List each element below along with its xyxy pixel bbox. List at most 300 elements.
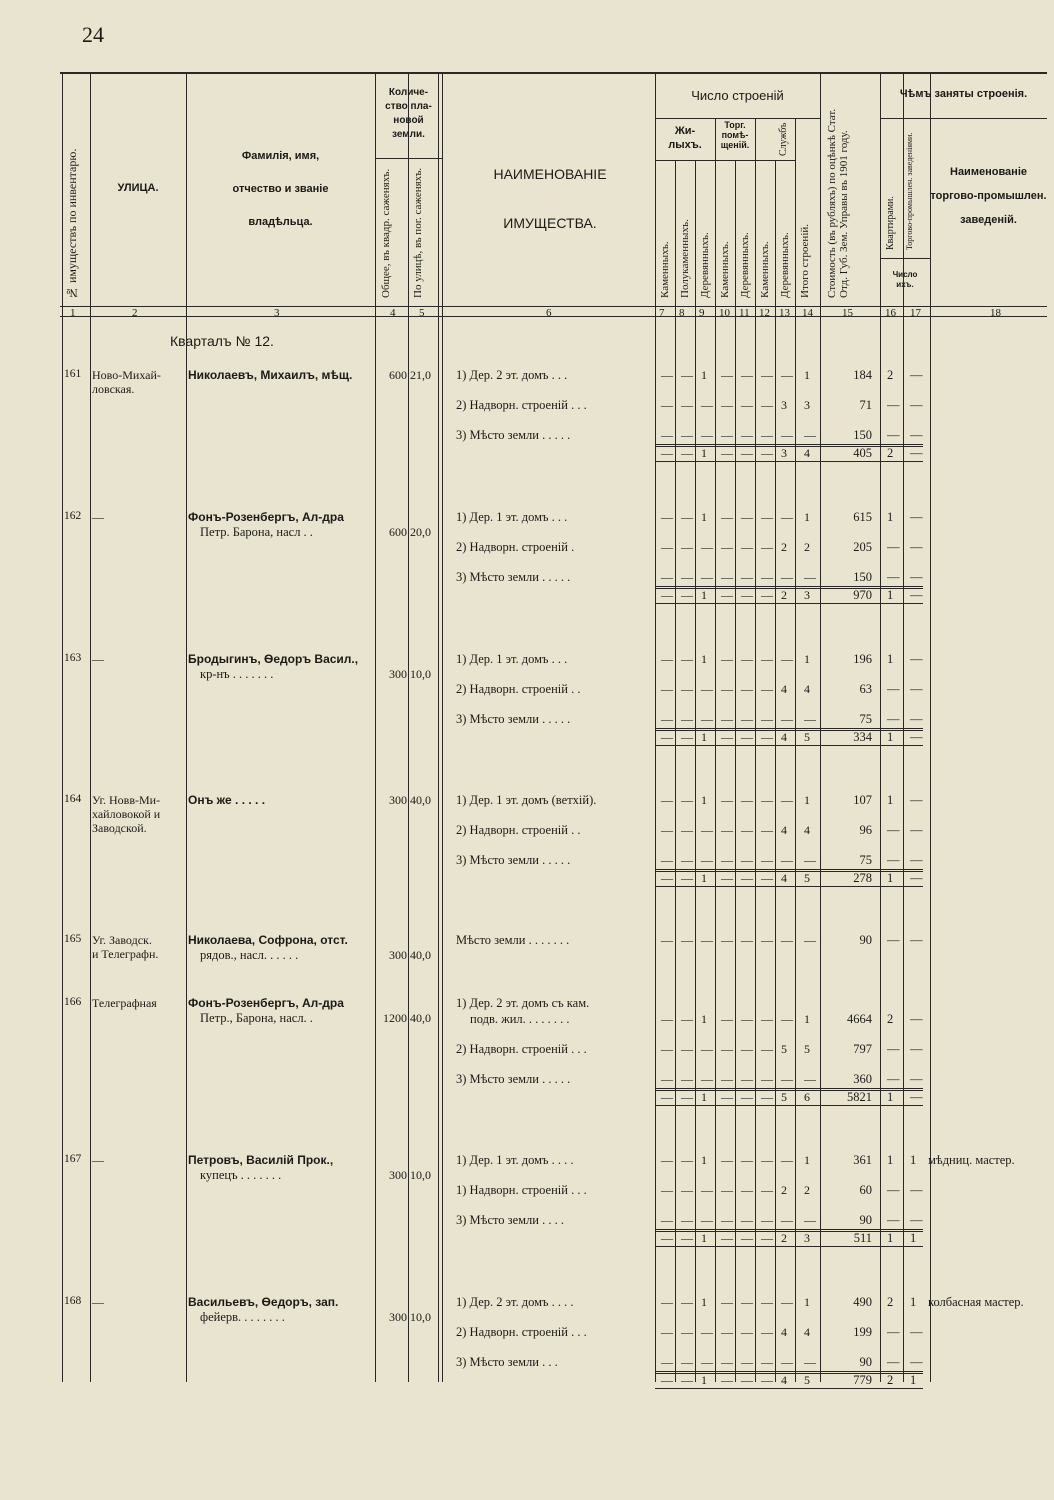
item-building-count: — [721, 823, 733, 837]
item-building-count: — [741, 1153, 753, 1167]
property-item: 3) Мѣсто земли . . . . . [456, 1072, 571, 1086]
item-building-count: — [721, 853, 733, 867]
item-building-count: — [741, 1012, 753, 1026]
property-item: 2) Надворн. строеній . [456, 540, 575, 554]
land-area: 600 [389, 368, 407, 382]
item-trade-count: 1 [910, 1295, 917, 1309]
item-apartments: — [887, 1213, 900, 1227]
item-building-count: — [681, 1042, 693, 1056]
property-item-cont: подв. жил. . . . . . . . [470, 1012, 570, 1026]
column-number: 11 [739, 307, 750, 319]
item-building-count: — [661, 933, 673, 947]
item-building-count: — [661, 368, 673, 382]
column-rule [186, 72, 187, 1382]
item-building-count: — [761, 1355, 773, 1369]
subtotal-building-count: 3 [804, 1231, 810, 1245]
subtotal-cost: 970 [853, 588, 872, 602]
item-building-count: — [741, 652, 753, 666]
owner-name: Петр., Барона, насл. . [200, 1011, 313, 1025]
subtotal-building-count: 4 [781, 730, 787, 744]
item-building-count: — [681, 682, 693, 696]
item-building-count: — [781, 712, 793, 726]
subtotal-rule [655, 728, 923, 746]
column-rule [655, 72, 656, 1382]
item-building-count: — [701, 682, 713, 696]
column-rule [880, 72, 881, 1382]
item-building-count: 1 [804, 1153, 810, 1167]
street-name: и Телеграфн. [92, 947, 159, 961]
subtotal-building-count: — [741, 1090, 753, 1104]
column-rule [408, 72, 409, 1382]
item-building-count: 5 [804, 1042, 810, 1056]
subtotal-building-count: — [741, 871, 753, 885]
item-building-count: — [761, 712, 773, 726]
item-building-count: — [701, 823, 713, 837]
inventory-no: 168 [64, 1295, 82, 1307]
item-building-count: — [661, 570, 673, 584]
subtotal-trade-count: — [910, 588, 923, 602]
column-number: 3 [274, 307, 280, 319]
item-building-count: 4 [781, 1325, 787, 1339]
property-item: 2) Надворн. строеній . . . [456, 1042, 587, 1056]
column-number: 15 [842, 307, 853, 319]
item-building-count: — [761, 1042, 773, 1056]
subtotal-building-count: — [761, 1231, 773, 1245]
item-trade-count: — [910, 1355, 923, 1369]
street-name: Телеграфная [92, 996, 157, 1010]
subtotal-building-count: 1 [701, 588, 707, 602]
item-trade-count: — [910, 933, 923, 947]
item-building-count: — [721, 428, 733, 442]
property-item: 1) Дер. 1 эт. домъ . . . [456, 652, 568, 666]
item-building-count: — [661, 712, 673, 726]
item-building-count: — [721, 368, 733, 382]
subtotal-cost: 511 [853, 1231, 872, 1245]
frontage: 20,0 [410, 525, 431, 539]
item-building-count: — [681, 823, 693, 837]
item-trade-count: — [910, 540, 923, 554]
street-name: — [92, 510, 104, 524]
land-area: 300 [389, 1168, 407, 1182]
item-building-count: 1 [804, 652, 810, 666]
column-rule [442, 72, 443, 1382]
land-area: 300 [389, 948, 407, 962]
header-building-col: Полукаменныхъ. [679, 219, 691, 298]
subtotal-building-count: 1 [701, 730, 707, 744]
item-cost: 4664 [847, 1012, 872, 1026]
column-rule [775, 160, 776, 1382]
item-cost: 615 [853, 510, 872, 524]
subtotal-building-count: — [741, 588, 753, 602]
item-building-count: — [681, 1183, 693, 1197]
property-item: 2) Надворн. строеній . . [456, 682, 581, 696]
item-building-count: — [721, 1183, 733, 1197]
item-building-count: — [681, 1213, 693, 1227]
item-building-count: — [781, 1213, 793, 1227]
item-building-count: — [741, 823, 753, 837]
item-building-count: — [721, 1012, 733, 1026]
column-number: 12 [759, 307, 770, 319]
item-building-count: — [741, 1042, 753, 1056]
item-building-count: 1 [804, 1012, 810, 1026]
item-building-count: — [701, 1325, 713, 1339]
item-building-count: — [721, 793, 733, 807]
item-building-count: 4 [804, 682, 810, 696]
item-building-count: 4 [781, 823, 787, 837]
item-building-count: 3 [804, 398, 810, 412]
subtotal-building-count: 6 [804, 1090, 810, 1104]
item-building-count: — [661, 823, 673, 837]
item-trade-count: — [910, 652, 923, 666]
item-building-count: — [701, 853, 713, 867]
item-apartments: — [887, 933, 900, 947]
item-building-count: — [781, 1355, 793, 1369]
item-building-count: — [681, 1295, 693, 1309]
column-number: 17 [910, 307, 921, 319]
item-building-count: 1 [701, 652, 707, 666]
subtotal-building-count: 5 [804, 1373, 810, 1387]
item-building-count: — [721, 1325, 733, 1339]
subtotal-cost: 405 [853, 446, 872, 460]
header-buildings-count: Число строеній [691, 88, 784, 103]
street-name: хайловокой и [92, 807, 161, 821]
frontage: 10,0 [410, 1310, 431, 1324]
subtotal-building-count: — [661, 588, 673, 602]
land-area: 300 [389, 793, 407, 807]
item-building-count: — [701, 1183, 713, 1197]
item-cost: 75 [859, 853, 872, 867]
frontage: 10,0 [410, 1168, 431, 1182]
item-building-count: — [741, 1325, 753, 1339]
item-trade-count: — [910, 823, 923, 837]
item-building-count: 1 [804, 510, 810, 524]
subtotal-apartments: 2 [887, 446, 894, 460]
item-building-count: — [761, 398, 773, 412]
item-building-count: — [681, 652, 693, 666]
row-rule [655, 160, 715, 161]
owner-name: Петр. Барона, насл . . [200, 525, 313, 539]
subtotal-building-count: 1 [701, 1090, 707, 1104]
subtotal-apartments: 1 [887, 588, 894, 602]
subtotal-building-count: 2 [781, 588, 787, 602]
item-building-count: — [661, 793, 673, 807]
item-building-count: — [781, 1295, 793, 1309]
item-building-count: — [701, 540, 713, 554]
item-building-count: — [661, 510, 673, 524]
inventory-no: 167 [64, 1153, 82, 1165]
item-trade-count: — [910, 1012, 923, 1026]
column-number: 4 [390, 307, 396, 319]
item-building-count: 1 [701, 1153, 707, 1167]
subtotal-cost: 779 [853, 1373, 872, 1387]
item-trade-count: — [910, 570, 923, 584]
item-building-count: — [761, 510, 773, 524]
subtotal-building-count: 4 [781, 871, 787, 885]
item-cost: 150 [853, 428, 872, 442]
item-building-count: — [741, 853, 753, 867]
item-building-count: — [681, 540, 693, 554]
item-apartments: — [887, 682, 900, 696]
item-cost: 184 [853, 368, 872, 382]
item-building-count: — [761, 368, 773, 382]
item-building-count: — [661, 1153, 673, 1167]
subtotal-trade-count: 1 [910, 1373, 917, 1387]
item-building-count: — [681, 853, 693, 867]
column-rule [903, 72, 904, 1382]
item-building-count: — [761, 823, 773, 837]
header-residential: Жи- лыхъ. [668, 125, 702, 152]
subtotal-building-count: — [721, 1231, 733, 1245]
item-building-count: 2 [804, 540, 810, 554]
item-building-count: — [661, 1355, 673, 1369]
column-number: 9 [699, 307, 705, 319]
item-building-count: 1 [701, 1012, 707, 1026]
subtotal-building-count: 1 [701, 1373, 707, 1387]
property-item: 1) Дер. 1 эт. домъ . . . [456, 510, 568, 524]
header-building-col: Каменныхъ. [659, 241, 671, 298]
column-rule [375, 72, 376, 1382]
item-building-count: — [661, 1295, 673, 1309]
item-building-count: 2 [804, 1183, 810, 1197]
header-trade-names: Наименованіе торгово-промышлен. заведеній. [930, 166, 1047, 227]
item-cost: 797 [853, 1042, 872, 1056]
item-building-count: 1 [701, 793, 707, 807]
subtotal-building-count: — [721, 588, 733, 602]
column-rule [930, 72, 931, 1382]
street-name: — [92, 652, 104, 666]
item-cost: 490 [853, 1295, 872, 1309]
item-building-count: — [741, 1295, 753, 1309]
item-building-count: — [761, 933, 773, 947]
row-rule [715, 160, 795, 161]
item-building-count: — [681, 510, 693, 524]
property-item: 3) Мѣсто земли . . . [456, 1355, 558, 1369]
item-building-count: — [721, 1355, 733, 1369]
inventory-no: 163 [64, 652, 82, 664]
frontage: 40,0 [410, 948, 431, 962]
item-building-count: — [761, 1325, 773, 1339]
item-building-count: 1 [701, 368, 707, 382]
subtotal-rule [655, 1371, 923, 1389]
item-building-count: — [701, 1072, 713, 1086]
subtotal-building-count: 1 [701, 871, 707, 885]
item-building-count: — [741, 368, 753, 382]
item-apartments: 1 [887, 510, 894, 524]
inventory-no: 166 [64, 996, 82, 1008]
item-building-count: — [721, 682, 733, 696]
subtotal-trade-count: — [910, 1090, 923, 1104]
item-building-count: — [781, 793, 793, 807]
item-building-count: — [681, 570, 693, 584]
column-number: 7 [659, 307, 665, 319]
subtotal-building-count: 5 [781, 1090, 787, 1104]
item-building-count: — [741, 428, 753, 442]
item-building-count: — [661, 1183, 673, 1197]
item-trade-count: — [910, 712, 923, 726]
owner-name: Николаевъ, Михаилъ, мѣщ. [188, 368, 353, 382]
item-building-count: — [761, 1183, 773, 1197]
subtotal-building-count: — [761, 730, 773, 744]
item-apartments: — [887, 1042, 900, 1056]
page-number: 24 [82, 22, 104, 47]
item-trade-count: 1 [910, 1153, 917, 1167]
item-building-count: — [741, 1213, 753, 1227]
item-building-count: — [721, 652, 733, 666]
item-apartments: 2 [887, 1012, 894, 1026]
header-apartments: Квартирами. [885, 196, 896, 250]
item-building-count: — [721, 1042, 733, 1056]
item-cost: 96 [859, 823, 872, 837]
subtotal-building-count: — [681, 1090, 693, 1104]
inventory-no: 164 [64, 793, 82, 805]
item-building-count: — [781, 1153, 793, 1167]
subtotal-rule [655, 1229, 923, 1247]
header-valuation: Стоимость (въ рубляхъ) по оцѣнкѣ Стат. Отд. Губ. Зем. Управы въ 1901 году. [826, 108, 851, 298]
owner-name: фейерв. . . . . . . . [200, 1310, 285, 1324]
column-number: 18 [990, 307, 1001, 319]
item-cost: 205 [853, 540, 872, 554]
item-building-count: — [781, 1072, 793, 1086]
item-apartments: 2 [887, 368, 894, 382]
item-building-count: — [681, 933, 693, 947]
item-building-count: — [741, 933, 753, 947]
subtotal-building-count: 4 [781, 1373, 787, 1387]
item-building-count: — [781, 428, 793, 442]
item-apartments: — [887, 540, 900, 554]
header-trade-establishments: Торгово-промышлен. заведеніями. [905, 132, 914, 250]
item-apartments: — [887, 1355, 900, 1369]
header-count: Число ихъ. [892, 270, 918, 289]
header-building-col: Деревянныхъ. [779, 232, 791, 298]
owner-name: Онъ же . . . . . [188, 793, 266, 807]
item-building-count: 2 [781, 540, 787, 554]
header-occupied-by: Чѣмъ заняты строенія. [899, 88, 1028, 100]
item-building-count: — [721, 1072, 733, 1086]
column-rule [715, 160, 716, 1382]
item-building-count: — [661, 652, 673, 666]
item-building-count: — [701, 933, 713, 947]
item-building-count: — [741, 510, 753, 524]
frontage: 40,0 [410, 793, 431, 807]
subtotal-building-count: — [761, 588, 773, 602]
item-building-count: — [761, 1295, 773, 1309]
subtotal-building-count: — [761, 446, 773, 460]
subtotal-building-count: — [721, 1090, 733, 1104]
item-trade-count: — [910, 368, 923, 382]
item-building-count: — [761, 1153, 773, 1167]
item-building-count: — [781, 853, 793, 867]
subtotal-building-count: 5 [804, 730, 810, 744]
subtotal-trade-count: — [910, 730, 923, 744]
property-item: 1) Дер. 2 эт. домъ съ кам. [456, 996, 590, 1010]
subtotal-building-count: 1 [701, 1231, 707, 1245]
item-apartments: 1 [887, 652, 894, 666]
item-building-count: — [661, 1325, 673, 1339]
item-building-count: — [741, 712, 753, 726]
item-building-count: — [681, 712, 693, 726]
item-building-count: 3 [781, 398, 787, 412]
item-apartments: — [887, 712, 900, 726]
item-apartments: — [887, 570, 900, 584]
item-building-count: — [781, 1012, 793, 1026]
subtotal-building-count: — [661, 1231, 673, 1245]
owner-name: купецъ . . . . . . . [200, 1168, 282, 1182]
column-number: 8 [679, 307, 685, 319]
property-item: 1) Дер. 2 эт. домъ . . . . [456, 1295, 574, 1309]
item-apartments: — [887, 1072, 900, 1086]
item-building-count: — [681, 1325, 693, 1339]
item-building-count: — [741, 570, 753, 584]
header-inventory-no: № имуществъ по инвентарю. [65, 148, 79, 300]
item-building-count: — [804, 1213, 816, 1227]
owner-name: Петровъ, Василій Прок., [188, 1153, 334, 1167]
column-number: 10 [719, 307, 730, 319]
land-area: 600 [389, 525, 407, 539]
subtotal-apartments: 2 [887, 1373, 894, 1387]
item-apartments: — [887, 1325, 900, 1339]
property-item: 2) Надворн. строеній . . . [456, 1325, 587, 1339]
item-building-count: — [761, 1213, 773, 1227]
property-item: 3) Мѣсто земли . . . . . [456, 853, 571, 867]
owner-name: Бродыгинъ, Ѳедоръ Васил., [188, 652, 359, 666]
owner-name: Фонъ-Розенбергъ, Ал-дра [188, 996, 344, 1010]
item-building-count: — [661, 1042, 673, 1056]
subtotal-building-count: — [661, 730, 673, 744]
item-building-count: — [741, 398, 753, 412]
subtotal-building-count: — [741, 446, 753, 460]
subtotal-apartments: 1 [887, 1090, 894, 1104]
street-name: Уг. Заводск. [92, 933, 152, 947]
subtotal-building-count: — [721, 1373, 733, 1387]
item-apartments: 1 [887, 793, 894, 807]
column-rule [755, 160, 756, 1382]
item-building-count: — [661, 1213, 673, 1227]
land-area: 300 [389, 1310, 407, 1324]
item-building-count: — [721, 1213, 733, 1227]
item-building-count: — [781, 933, 793, 947]
item-building-count: — [721, 1295, 733, 1309]
item-building-count: — [681, 1153, 693, 1167]
frontage: 21,0 [410, 368, 431, 382]
property-item: 1) Надворн. строеній . . . [456, 1183, 587, 1197]
street-name: ловская. [92, 382, 135, 396]
item-trade-count: — [910, 853, 923, 867]
item-building-count: — [681, 793, 693, 807]
row-rule [60, 306, 1047, 307]
subtotal-building-count: 2 [781, 1231, 787, 1245]
frontage: 10,0 [410, 667, 431, 681]
inventory-no: 161 [64, 368, 82, 380]
header-service: Службъ [778, 122, 789, 156]
subtotal-rule [655, 869, 923, 887]
item-building-count: — [721, 933, 733, 947]
subtotal-building-count: — [661, 446, 673, 460]
subtotal-building-count: 3 [804, 588, 810, 602]
subtotal-rule [655, 444, 923, 462]
item-building-count: — [661, 682, 673, 696]
property-item: 1) Дер. 1 эт. домъ (ветхій). [456, 793, 597, 807]
item-building-count: — [721, 398, 733, 412]
item-cost: 90 [859, 1213, 872, 1227]
subtotal-building-count: — [741, 730, 753, 744]
item-building-count: — [741, 1072, 753, 1086]
item-building-count: — [761, 793, 773, 807]
subtotal-building-count: — [741, 1373, 753, 1387]
item-building-count: 1 [804, 368, 810, 382]
property-item: 3) Мѣсто земли . . . . . [456, 428, 571, 442]
header-building-col: Каменныхъ. [719, 241, 731, 298]
item-building-count: 1 [701, 510, 707, 524]
